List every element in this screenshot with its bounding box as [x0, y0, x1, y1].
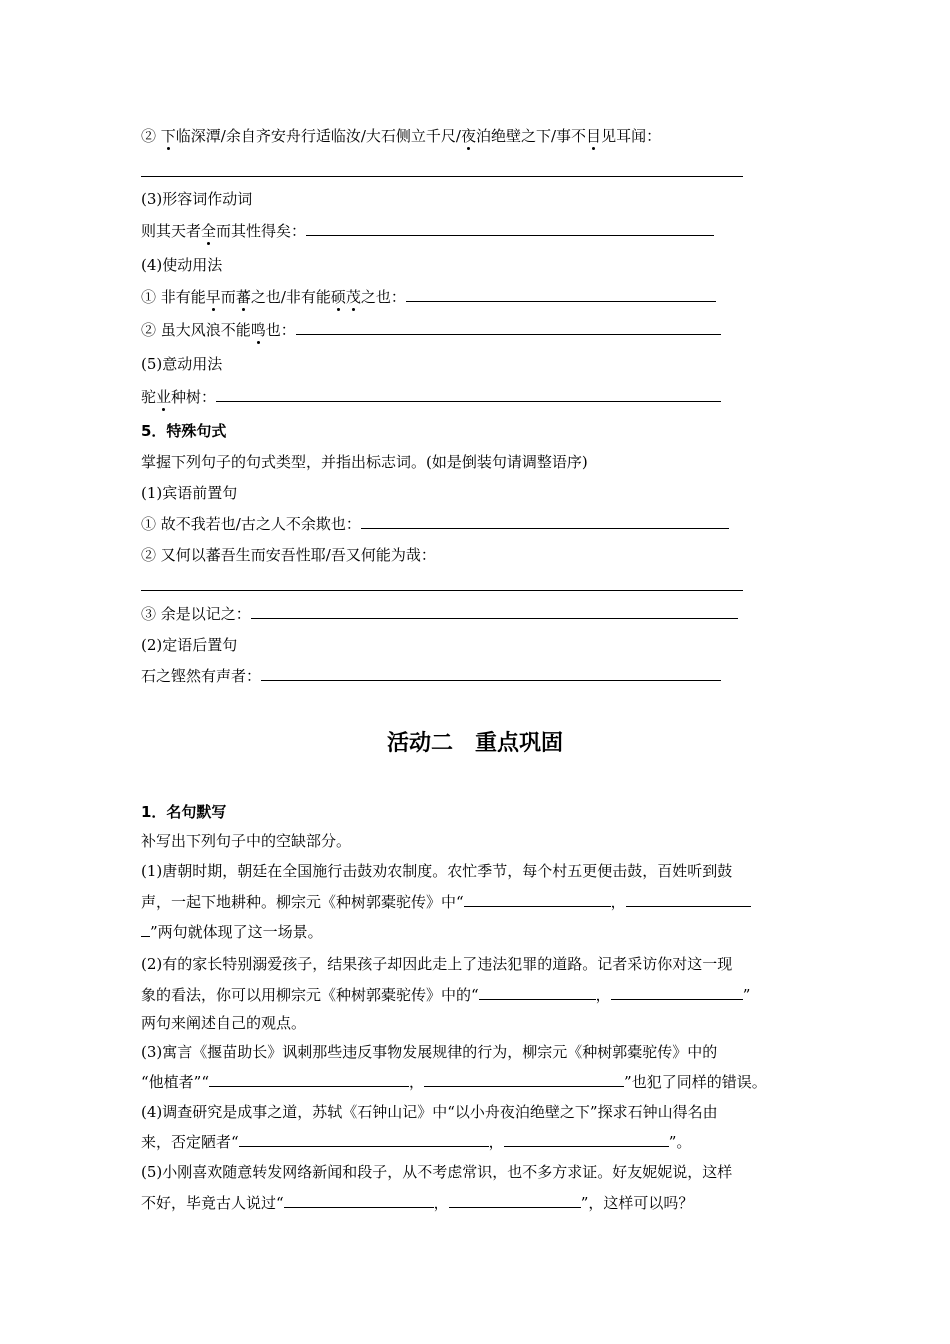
answer-blank[interactable] [216, 387, 721, 402]
activity-title: 活动二 重点巩固 [386, 731, 563, 756]
answer-blank[interactable] [209, 1072, 409, 1087]
question-2-line-1: (2)有的家长特别溺爱孩子，结果孩子却因此走上了违法犯罪的道路。记者采访你对这一现 [141, 955, 733, 973]
answer-blank[interactable] [306, 221, 714, 236]
answer-blank[interactable] [296, 320, 721, 335]
question-5-line-2: 不好，毕竟古人说过“ ， ”，这样可以吗？ [141, 1194, 694, 1212]
answer-blank[interactable] [464, 892, 611, 907]
answer-blank[interactable] [284, 1193, 434, 1208]
exercise-line-ming: ② 虽大风浪不能鸣也： [141, 320, 721, 340]
exercise-line-kengran: 石之铿然有声者： [141, 666, 721, 686]
question-1-line-1: (1)唐朝时期，朝廷在全国施行击鼓劝农制度。农忙季节，每个村五更便击鼓，百姓听到鼓 [141, 862, 733, 880]
section-instruction: 掌握下列句子的句式类型，并指出标志词。(如是倒装句请调整语序) [141, 453, 588, 471]
answer-line[interactable] [141, 176, 743, 177]
part-instruction: 补写出下列句子中的空缺部分。 [141, 832, 352, 850]
subsection-title-object-fronting: (1)宾语前置句 [141, 484, 238, 502]
answer-blank[interactable] [406, 287, 716, 302]
subsection-title-4: (4)使动用法 [141, 256, 223, 274]
question-4-line-1: (4)调查研究是成事之道，苏轼《石钟山记》中“以小舟夜泊绝壁之下”探求石钟山得名由 [141, 1103, 718, 1121]
part-heading-1: 1．名句默写 [141, 803, 227, 821]
answer-blank[interactable] [504, 1132, 669, 1147]
exercise-line-xialin: ② 下临深潭/余自齐安舟行适临汝/大石侧立千尺/夜泊绝壁之下/事不目见耳闻： [141, 127, 662, 145]
exercise-line-buwo: ① 故不我若也/古之人不余欺也： [141, 514, 729, 534]
answer-blank[interactable] [251, 604, 738, 619]
subsection-title-attributive: (2)定语后置句 [141, 636, 238, 654]
answer-blank[interactable] [479, 985, 596, 1000]
section-heading-5: 5．特殊句式 [141, 422, 227, 440]
question-2-line-3: 两句来阐述自己的观点。 [141, 1014, 307, 1032]
answer-blank[interactable] [626, 892, 751, 907]
question-2-line-2: 象的看法，你可以用柳宗元《种树郭橐驼传》中的“ ， ” [141, 986, 751, 1004]
subsection-title-5: (5)意动用法 [141, 355, 223, 373]
answer-blank[interactable] [424, 1072, 624, 1087]
question-4-line-2: 来，否定陋者“ ， ”。 [141, 1133, 692, 1151]
exercise-line-ye: 驼业种树： [141, 387, 721, 407]
exercise-line-quan: 则其天者全而其性得矣： [141, 221, 714, 241]
question-3-line-1: (3)寓言《揠苗助长》讽刺那些违反事物发展规律的行为，柳宗元《种树郭橐驼传》中的 [141, 1043, 718, 1061]
question-5-line-1: (5)小刚喜欢随意转发网络新闻和段子，从不考虑常识，也不多方求证。好友妮妮说，这样 [141, 1163, 733, 1181]
answer-blank[interactable] [449, 1193, 581, 1208]
question-3-line-2: “他植者”“ ， ”也犯了同样的错误。 [141, 1073, 767, 1091]
answer-blank[interactable] [361, 514, 729, 529]
subsection-title-3: (3)形容词作动词 [141, 190, 253, 208]
question-1-line-2: 声，一起下地耕种。柳宗元《种树郭橐驼传》中“ ， [141, 892, 751, 912]
question-1-line-3: ”两句就体现了这一场景。 [141, 922, 323, 942]
answer-blank[interactable] [239, 1132, 489, 1147]
exercise-line-hehi: ② 又何以蕃吾生而安吾性耶/吾又何能为哉： [141, 546, 436, 564]
answer-blank[interactable] [611, 985, 743, 1000]
answer-blank[interactable] [141, 922, 150, 937]
answer-line[interactable] [141, 590, 743, 591]
answer-blank[interactable] [261, 666, 721, 681]
exercise-line-shiyi: ③ 余是以记之： [141, 604, 738, 624]
exercise-line-zao: ① 非有能早而蕃之也/非有能硕茂之也： [141, 287, 716, 307]
